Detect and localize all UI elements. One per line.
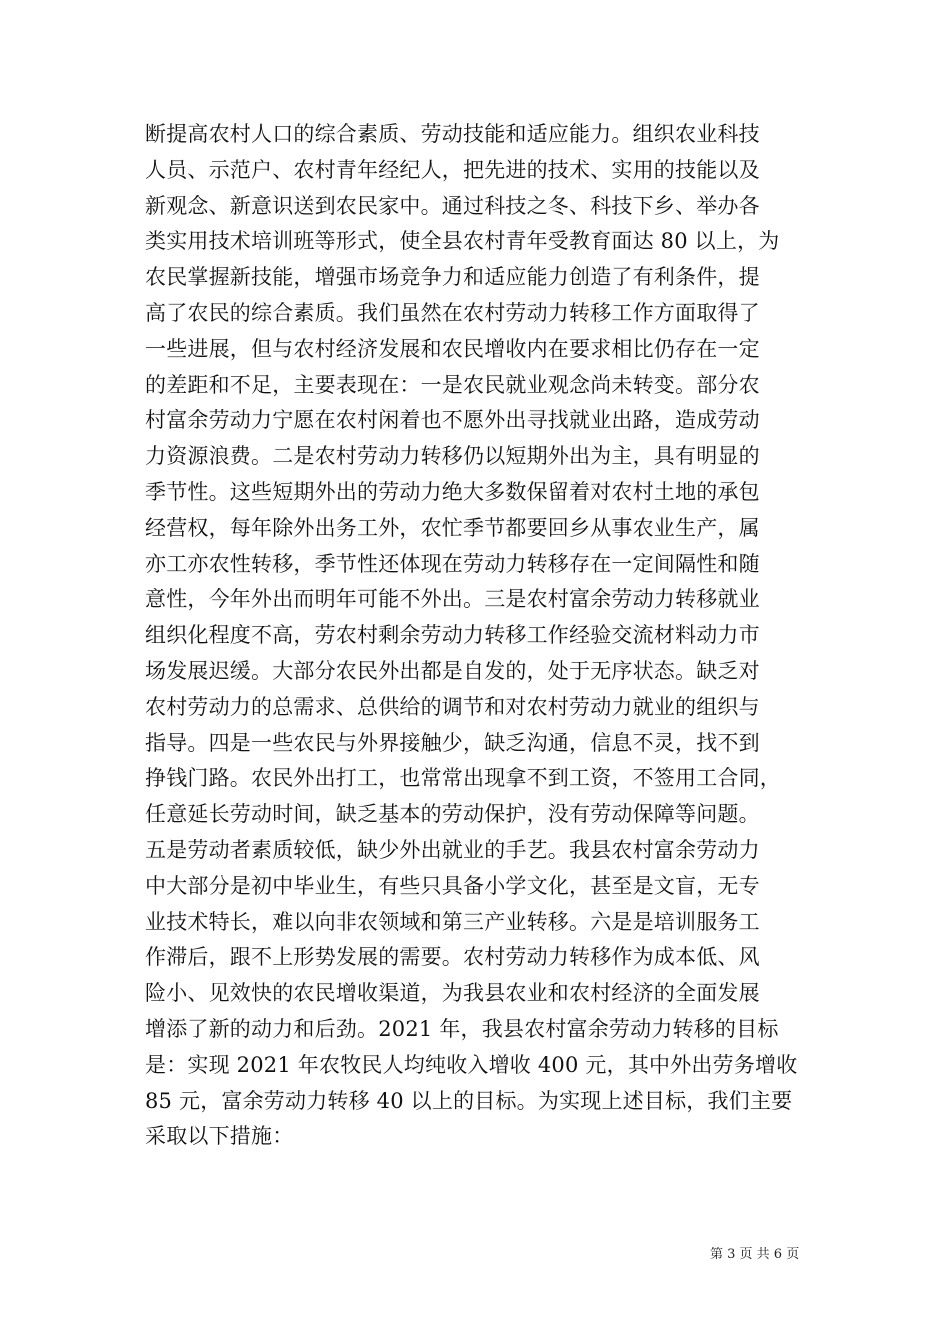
text-line: 指导。四是一些农民与外界接触少，缺乏沟通，信息不灵，找不到 — [145, 730, 760, 755]
text-line: 亦工亦农性转移，季节性还体现在劳动力转移存在一定间隔性和随 — [145, 551, 760, 576]
text-line: 增添了新的动力和后劲。2021 年，我县农村富余劳动力转移的目标 — [145, 1016, 779, 1041]
text-line: 五是劳动者素质较低，缺少外出就业的手艺。我县农村富余劳动力 — [145, 837, 760, 862]
text-line: 是：实现 2021 年农牧民人均纯收入增收 400 元，其中外出劳务增收 — [145, 1052, 798, 1077]
text-line: 一些进展，但与农村经济发展和农民增收内在要求相比仍存在一定 — [145, 336, 760, 361]
text-line: 意性，今年外出而明年可能不外出。三是农村富余劳动力转移就业 — [145, 587, 760, 612]
text-line: 经营权，每年除外出务工外，农忙季节都要回乡从事农业生产，属 — [145, 515, 760, 540]
page-number: 第 3 页 共 6 页 — [710, 1247, 800, 1262]
text-line: 力资源浪费。二是农村劳动力转移仍以短期外出为主，具有明显的 — [145, 444, 760, 469]
text-line: 断提高农村人口的综合素质、劳动技能和适应能力。组织农业科技 — [145, 122, 760, 146]
text-line: 农民掌握新技能，增强市场竞争力和适应能力创造了有利条件，提 — [145, 265, 760, 290]
text-line: 高了农民的综合素质。我们虽然在农村劳动力转移工作方面取得了 — [145, 300, 760, 325]
text-line: 场发展迟缓。大部分农民外出都是自发的，处于无序状态。缺乏对 — [145, 658, 760, 683]
text-line: 人员、示范户、农村青年经纪人，把先进的技术、实用的技能以及 — [145, 157, 760, 182]
text-line: 作滞后，跟不上形势发展的需要。农村劳动力转移作为成本低、风 — [145, 945, 760, 970]
body-paragraph — [145, 117, 810, 1155]
text-line: 中大部分是初中毕业生，有些只具备小学文化，甚至是文盲，无专 — [145, 873, 760, 898]
text-line: 85 元，富余劳动力转移 40 以上的目标。为实现上述目标，我们主要 — [145, 1088, 793, 1113]
text-line: 业技术特长，难以向非农领域和第三产业转移。六是是培训服务工 — [145, 909, 760, 934]
text-line: 农村劳动力的总需求、总供给的调节和对农村劳动力就业的组织与 — [145, 694, 760, 719]
text-line: 村富余劳动力宁愿在农村闲着也不愿外出寻找就业出路，造成劳动 — [145, 408, 760, 433]
text-line: 险小、见效快的农民增收渠道，为我县农业和农村经济的全面发展 — [145, 981, 760, 1006]
text-line: 新观念、新意识送到农民家中。通过科技之冬、科技下乡、举办各 — [145, 193, 760, 218]
text-line: 季节性。这些短期外出的劳动力绝大多数保留着对农村土地的承包 — [145, 479, 760, 504]
text-line: 的差距和不足，主要表现在：一是农民就业观念尚未转变。部分农 — [145, 372, 760, 397]
text-line: 任意延长劳动时间，缺乏基本的劳动保护，没有劳动保障等问题。 — [145, 802, 760, 827]
text-line: 类实用技术培训班等形式，使全县农村青年受教育面达 80 以上，为 — [145, 229, 780, 254]
text-line: 采取以下措施： — [145, 1124, 294, 1149]
text-line: 挣钱门路。农民外出打工，也常常出现拿不到工资，不签用工合同， — [145, 766, 781, 791]
text-line: 组织化程度不高，劳农村剩余劳动力转移工作经验交流材料动力市 — [145, 623, 760, 648]
